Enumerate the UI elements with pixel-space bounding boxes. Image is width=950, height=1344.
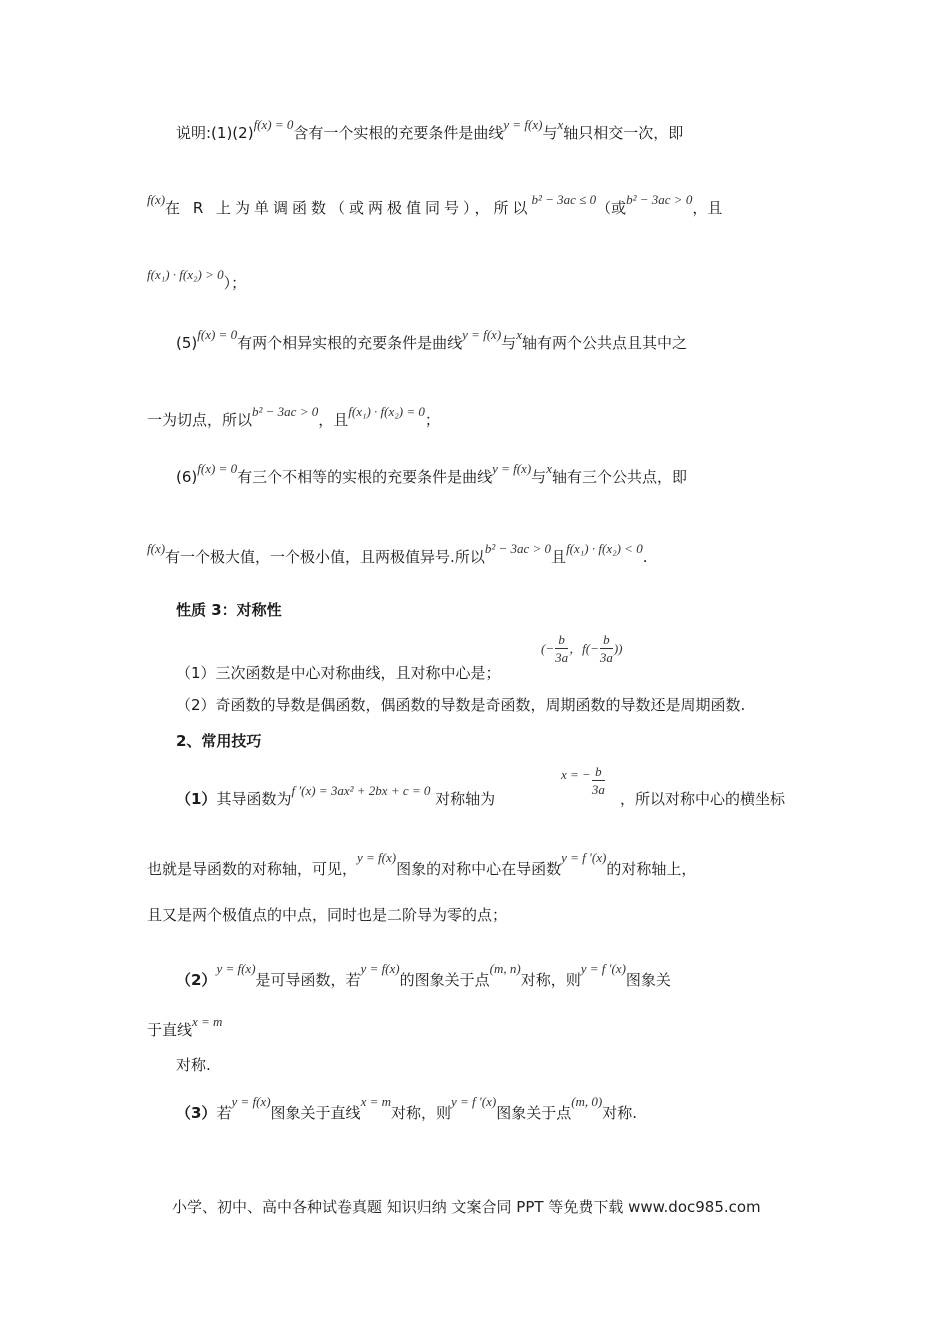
text: 若 [216,1104,232,1122]
math-formula: b² − 3ac > 0 [484,541,552,556]
text: 一为切点，所以 [147,411,253,429]
text: ）； [223,274,247,292]
text-line: 对称. [176,1056,211,1074]
text-line [147,267,247,295]
text: (5) [176,334,198,352]
math-formula: (m, 0) [571,1094,603,1109]
math-formula: y = f(x) [462,327,502,342]
text: 图象关于直线 [270,1104,361,1122]
math-formula: y = f(x) [492,461,532,476]
math-formula: b² − 3ac > 0 [626,192,693,207]
text: （1）三次函数是中心对称曲线，且对称中心是； [176,664,501,682]
text: 在 R 上为单调函数（或两极值同号），所以 [165,199,532,217]
text-line [176,783,496,811]
math-formula: b² − 3ac > 0 [252,404,319,419]
math-formula: x = m [192,1014,223,1029]
math-formula: x = − [561,767,591,782]
text: . [642,548,648,566]
math-formula: f(x) = 0 [197,461,238,476]
text: 轴有三个公共点，即 [551,468,687,486]
math-formula: b² − 3ac ≤ 0 [531,192,597,207]
text: （1） [176,790,217,808]
math-formula: (− [541,641,555,656]
math-formula: x [516,327,522,342]
symmetry-center-formula [541,632,623,665]
text-line: ，所以对称中心的横坐标 [620,790,786,808]
text: （3） [176,1104,217,1122]
math-formula: y = f(x) [216,961,256,976]
text-line: （2）奇函数的导数是偶函数，偶函数的导数是奇函数，周期函数的导数还是周期函数. [176,696,746,714]
math-formula: y = f ′(x) [580,961,626,976]
math-formula: x [546,461,552,476]
text: 对称. [602,1104,638,1122]
math-formula: y = f(x) [360,961,400,976]
math-formula: f ′(x) = 3ax² + 2bx + c = 0 [291,783,431,798]
axis-formula [561,764,606,797]
text: （或 [596,199,627,217]
text-line [147,404,440,432]
text: 对称，则 [391,1104,452,1122]
text: 的对称轴上， [606,860,697,878]
math-formula: y = f(x) [231,1094,271,1109]
math-formula: f(x₁) · f(x₂) > 0 [147,267,224,282]
text: 对称轴为 [435,790,496,808]
text-line [147,541,648,569]
math-formula: y = f(x) [357,850,397,865]
text: ； [424,411,440,429]
section-heading: 2、常用技巧 [176,732,262,750]
math-formula: f(x) [147,192,166,207]
math-formula: f(x) = 0 [197,327,238,342]
math-formula: f(− [582,641,599,656]
text-line [147,1014,223,1042]
text: 含有一个实根的充要条件是曲线 [293,124,504,142]
text: 是可导函数，若 [255,971,361,989]
text-line: 且又是两个极值点的中点，同时也是二阶导为零的点； [147,906,508,924]
text: 对称，则 [520,971,581,989]
math-formula: ， [569,641,583,656]
text: 其导函数为 [216,790,292,808]
text: 图象关于点 [496,1104,572,1122]
text: 的图象关于点 [399,971,490,989]
math-formula: f(x) = 0 [253,117,294,132]
section-heading: 性质 3：对称性 [176,601,282,619]
math-formula: y = f ′(x) [451,1094,497,1109]
math-formula: f(x₁) · f(x₂) < 0 [566,541,643,556]
text: 与 [501,334,517,352]
page-footer: 小学、初中、高中各种试卷真题 知识归纳 文案合同 PPT 等免费下载 www.doc985.com [172,1198,761,1216]
text: 轴只相交一次，即 [563,124,684,142]
math-formula: )) [613,641,623,656]
text-line [176,461,687,489]
fraction: $\frac{b}{3a}$ [599,632,613,665]
math-formula: y = f ′(x) [561,850,607,865]
text: 图象的对称中心在导函数 [396,860,562,878]
fraction: $\frac{b}{3a}$ [591,764,605,797]
text-line [176,327,687,355]
math-formula: x = m [360,1094,391,1109]
math-formula: (m, n) [489,961,521,976]
text: 图象关 [625,971,671,989]
text: 也就是导函数的对称轴，可见， [147,860,358,878]
text: ，且 [692,199,723,217]
math-formula: f(x) [147,541,166,556]
text: 有两个相异实根的充要条件是曲线 [237,334,463,352]
text: 有三个不相等的实根的充要条件是曲线 [237,468,493,486]
text-line [176,117,684,145]
text: ，且 [318,411,349,429]
text: 轴有两个公共点且其中之 [521,334,687,352]
text-line [176,1094,638,1125]
text: 与 [542,124,558,142]
text: 与 [531,468,547,486]
fraction: $\frac{b}{3a}$ [555,632,569,665]
text: (6) [176,468,198,486]
text: 且 [551,548,567,566]
text: （2） [176,971,217,989]
text-line [176,662,501,684]
text: 有一个极大值，一个极小值，且两极值异号.所以 [165,548,485,566]
text-line [147,192,723,220]
text: 说明:(1)(2) [176,124,254,142]
math-formula: x [557,117,564,132]
math-formula: y = f(x) [503,117,543,132]
math-formula: f(x₁) · f(x₂) = 0 [348,404,425,419]
text-line [147,850,697,881]
text-line [176,961,671,992]
text: 于直线 [147,1021,193,1039]
